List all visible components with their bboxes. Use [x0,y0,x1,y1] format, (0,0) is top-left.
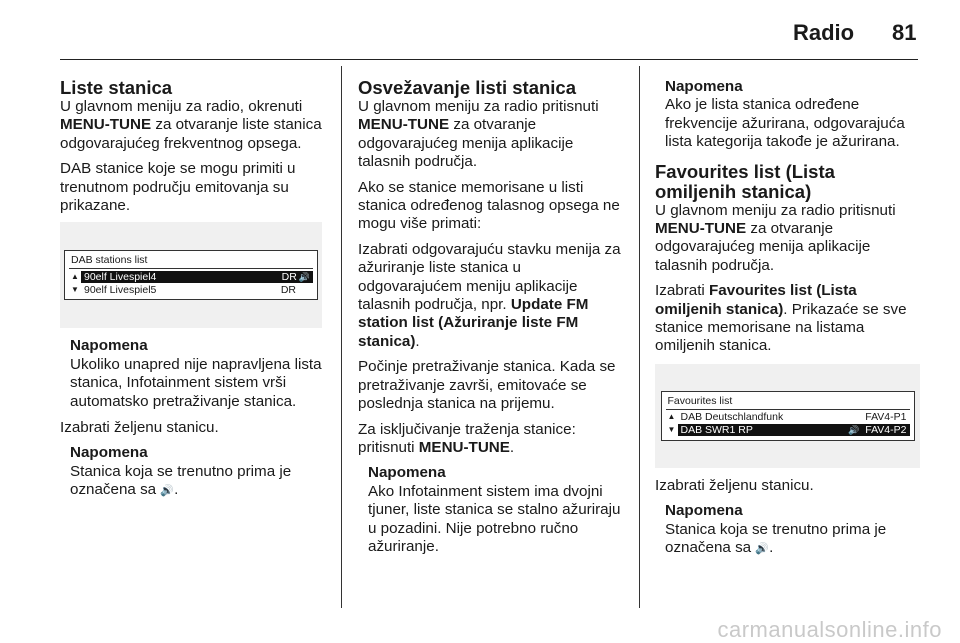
page-footer [0,616,960,642]
heading-favourites-list: Favourites list (Lista omiljenih stanica) [655,160,835,202]
paragraph [358,421,628,458]
list-item [666,411,910,424]
screen-title: Favourites list [666,395,910,410]
menu-tune-label: MENU-TUNE [358,116,450,134]
watermark: carmanualsonline.info [717,617,942,642]
note-text: Ako je lista stanica određene frekvencije ažurirana, odgovarajuća lista kategorija takođe je ažurirana. [665,96,905,151]
paragraph [358,241,628,351]
text: za otvaranje odgovarajućeg menija aplikacije talasnih područja. [655,220,871,274]
speaker-icon: 🔊 [160,485,175,498]
note [665,502,920,558]
arrow-down-icon: ▼ [71,284,79,294]
text: . [769,539,774,557]
text: za otvaranje odgovarajućeg menija aplikacije talasnih područja. [358,116,574,171]
update-fm-label: Update FM station list (Ažuriranje liste FM stanica) [358,296,589,350]
paragraph: Počinje pretraživanje stanica. Kada se pretraživanje završi, emitovaće se poslednja stanica na prijemu. [358,358,616,413]
note-text [70,463,322,501]
text: U glavnom meniju za radio pritisnuti [358,98,599,115]
page-number: 81 [892,20,917,45]
text: . Prikazaće se sve stanice memorisane na listama omiljenih stanica. [655,300,907,355]
header-rule [60,59,918,60]
paragraph [358,98,628,172]
arrow-down-icon: ▼ [667,425,676,435]
favourites-screen-illustration [655,364,920,468]
speaker-icon: 🔊 [298,271,310,282]
paragraph [655,282,920,356]
menu-tune-label: MENU-TUNE [60,116,152,134]
arrow-up-icon: ▲ [71,271,79,281]
heading-station-list: Liste stanica [60,77,173,98]
text: Stanica koja se trenutno prima je označena sa [70,462,292,499]
paragraph: DAB stanice koje se mogu primiti u trenutnom području emitovanja su prikazane. [60,160,296,215]
note-text: Ako Infotainment sistem ima dvojni tjuner, liste stanica se stalno ažuriraju u pozadini. Nije potrebno ručno ažuriranje. [368,482,621,555]
paragraph [655,202,920,276]
column-2 [358,78,628,564]
speaker-icon: 🔊 [848,425,860,436]
column-divider [639,66,640,608]
paragraph: Izabrati željenu stanicu. [655,476,814,494]
note [70,444,322,500]
arrow-up-icon: ▲ [667,412,676,422]
note-title: Napomena [665,78,743,95]
favourites-list-label: Favourites list (Lista omiljenih stanica) [655,282,857,318]
paragraph [60,98,322,153]
station-tag: FAV4-P2 [865,424,907,437]
text: . [415,332,420,350]
speaker-icon: 🔊 [755,543,770,556]
note [70,337,322,411]
heading-refresh-lists: Osvežavanje listi stanica [358,77,577,98]
text: Izabrati [655,282,710,300]
text: U glavnom meniju za radio pritisnuti [655,201,896,219]
dab-screen-illustration [60,222,322,328]
text: Za isključivanje traženja stanice: pritisnuti [358,420,576,456]
station-tag: FAV4-P1 [865,411,907,424]
paragraph: Izabrati željenu stanicu. [60,419,219,437]
note-text [665,521,920,559]
text: . [174,481,179,499]
text: . [509,438,515,456]
note-title: Napomena [368,464,446,482]
list-item [666,424,910,437]
paragraph: Ako se stanice memorisane u listi stanica određenog talasnog opsega ne mogu više primati: [358,178,620,233]
station-name: 90elf Livespiel4 [84,271,282,283]
column-3 [655,78,920,567]
text: U glavnom meniju za radio, okrenuti [60,98,303,115]
note [368,464,628,556]
station-name: 90elf Livespiel5 [84,283,157,296]
page-header [0,0,960,62]
text: za otvaranje liste stanica odgovarajućeg frekventnog opsega. [60,116,322,152]
list-item [69,283,313,296]
text: Izabrati odgovarajuću stavku menija za ažuriranje liste stanica u odgovarajućem meniju aplikacije talasnih područja, npr. [358,240,621,314]
section-title: Radio [793,20,855,45]
text: Stanica koja se trenutno prima je označena sa [665,520,887,557]
station-tag: DR [281,270,297,283]
station-name: DAB Deutschlandfunk [680,411,784,424]
menu-tune-label: MENU-TUNE [655,220,747,238]
column-divider [341,66,342,608]
menu-tune-label: MENU-TUNE [418,438,510,456]
note [665,78,920,152]
note-title: Napomena [70,337,148,355]
favourites-list-screen [661,391,915,441]
note-title: Napomena [70,444,148,462]
station-name: DAB SWR1 RP [681,424,849,436]
note-title: Napomena [665,502,743,520]
note-text: Ukoliko unapred nije napravljena lista stanica, Infotainment sistem vrši automatsko pretraživanje stanica. [70,355,322,410]
screen-title: DAB stations list [69,254,313,269]
list-item [69,270,313,283]
station-tag: DR [280,283,296,296]
dab-stations-screen [64,250,318,300]
column-1 [60,78,322,509]
